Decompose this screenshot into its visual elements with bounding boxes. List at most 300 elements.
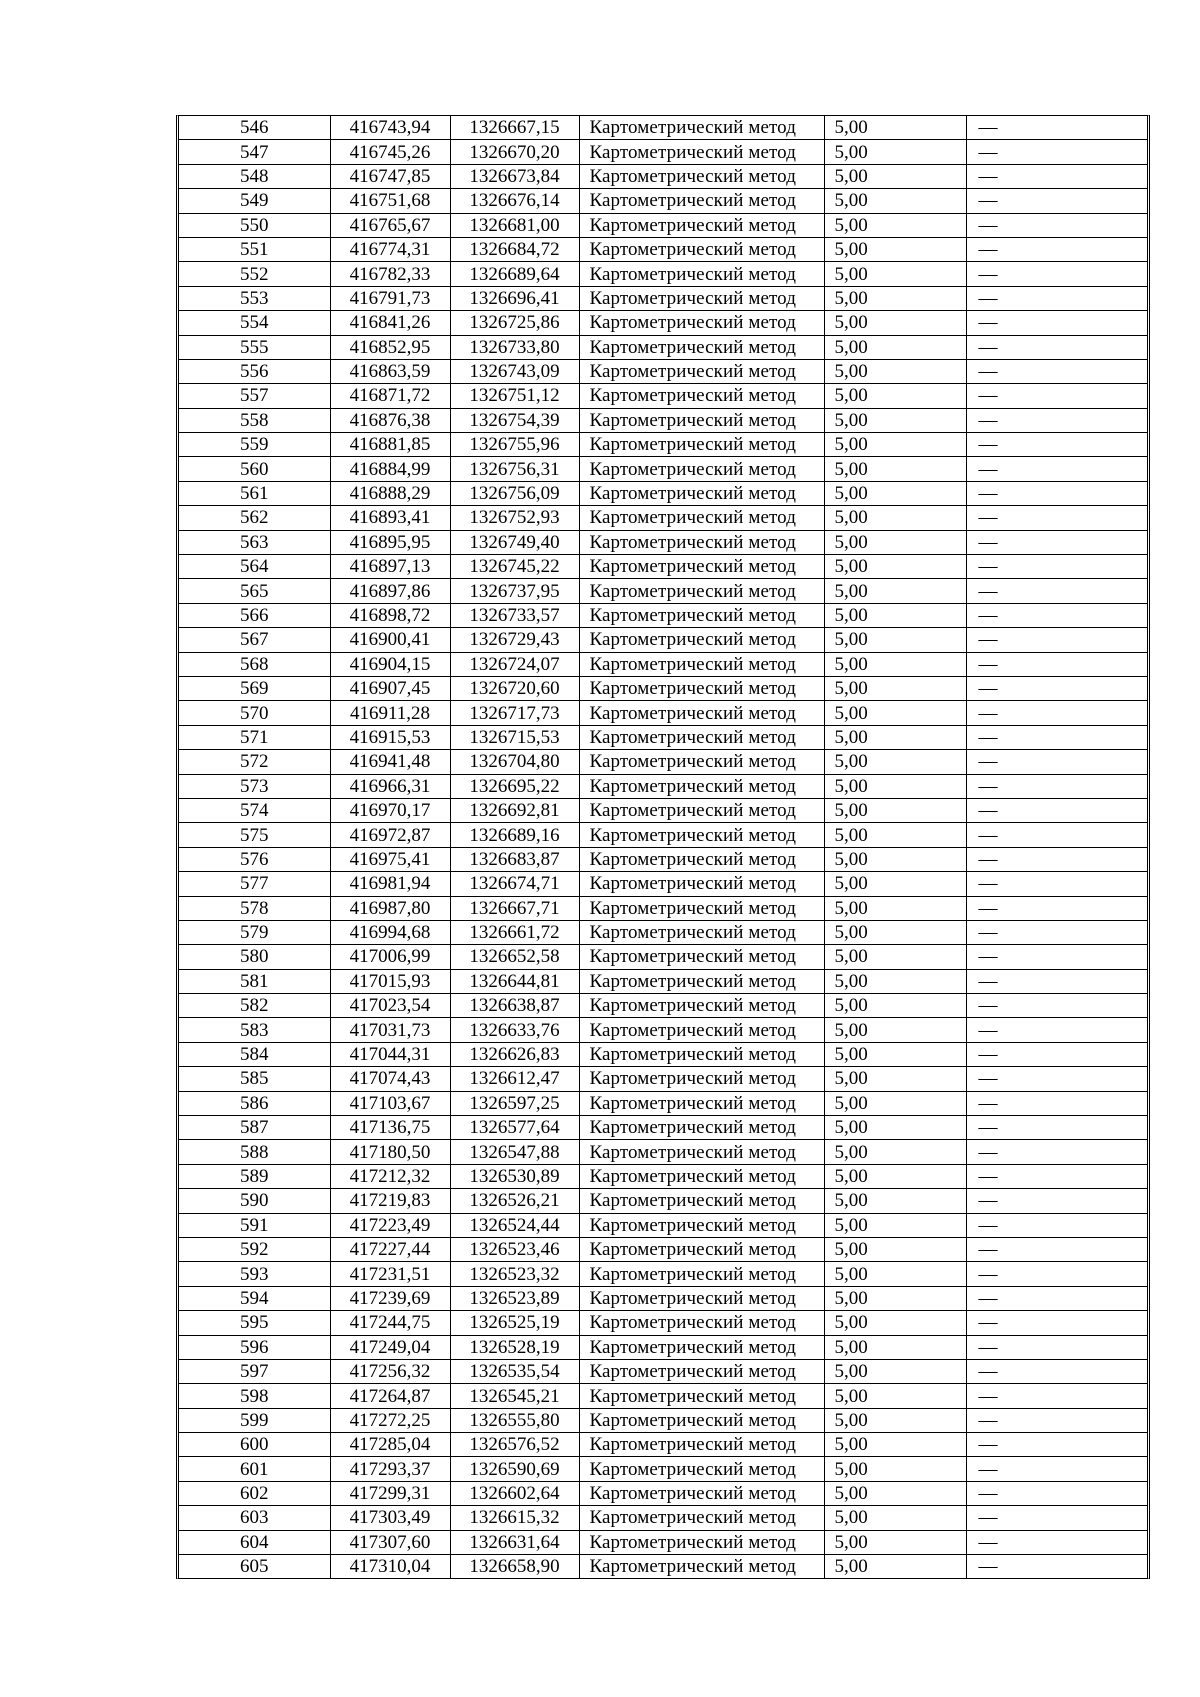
table-row bbox=[179, 335, 1147, 359]
description-cell: — bbox=[966, 969, 1147, 993]
accuracy-cell: 5,00 bbox=[824, 676, 966, 700]
description-cell: — bbox=[966, 701, 1147, 725]
coordinate-y-cell: 1326590,69 bbox=[450, 1457, 579, 1481]
method-cell: Картометрический метод bbox=[579, 530, 824, 554]
table-row bbox=[179, 116, 1147, 140]
table-row bbox=[179, 286, 1147, 310]
table-row bbox=[179, 189, 1147, 213]
table-row bbox=[179, 1311, 1147, 1335]
coordinate-y-cell: 1326717,73 bbox=[450, 701, 579, 725]
point-number-cell: 557 bbox=[179, 384, 330, 408]
description-cell: — bbox=[966, 1213, 1147, 1237]
method-cell: Картометрический метод bbox=[579, 555, 824, 579]
description-cell: — bbox=[966, 1237, 1147, 1261]
method-cell: Картометрический метод bbox=[579, 359, 824, 383]
description-cell: — bbox=[966, 335, 1147, 359]
coordinate-x-cell: 416743,94 bbox=[330, 116, 450, 140]
coordinate-x-cell: 416782,33 bbox=[330, 262, 450, 286]
coordinate-y-cell: 1326661,72 bbox=[450, 920, 579, 944]
point-number-cell: 553 bbox=[179, 286, 330, 310]
method-cell: Картометрический метод bbox=[579, 1286, 824, 1310]
table-row bbox=[179, 896, 1147, 920]
point-number-cell: 603 bbox=[179, 1506, 330, 1530]
coordinate-y-cell: 1326681,00 bbox=[450, 213, 579, 237]
description-cell: — bbox=[966, 1140, 1147, 1164]
coordinate-y-cell: 1326644,81 bbox=[450, 969, 579, 993]
method-cell: Картометрический метод bbox=[579, 823, 824, 847]
coordinate-y-cell: 1326535,54 bbox=[450, 1359, 579, 1383]
point-number-cell: 600 bbox=[179, 1433, 330, 1457]
coordinate-y-cell: 1326667,71 bbox=[450, 896, 579, 920]
accuracy-cell: 5,00 bbox=[824, 920, 966, 944]
table-row bbox=[179, 1140, 1147, 1164]
coordinate-x-cell: 417303,49 bbox=[330, 1506, 450, 1530]
coordinate-x-cell: 416747,85 bbox=[330, 164, 450, 188]
point-number-cell: 599 bbox=[179, 1408, 330, 1432]
coordinate-x-cell: 417212,32 bbox=[330, 1164, 450, 1188]
coordinate-y-cell: 1326676,14 bbox=[450, 189, 579, 213]
accuracy-cell: 5,00 bbox=[824, 1433, 966, 1457]
coordinate-y-cell: 1326523,89 bbox=[450, 1286, 579, 1310]
point-number-cell: 581 bbox=[179, 969, 330, 993]
accuracy-cell: 5,00 bbox=[824, 725, 966, 749]
table-row bbox=[179, 237, 1147, 261]
method-cell: Картометрический метод bbox=[579, 847, 824, 871]
description-cell: — bbox=[966, 164, 1147, 188]
coordinate-x-cell: 416907,45 bbox=[330, 676, 450, 700]
coordinate-y-cell: 1326743,09 bbox=[450, 359, 579, 383]
description-cell: — bbox=[966, 1359, 1147, 1383]
description-cell: — bbox=[966, 506, 1147, 530]
description-cell: — bbox=[966, 384, 1147, 408]
description-cell: — bbox=[966, 1018, 1147, 1042]
method-cell: Картометрический метод bbox=[579, 481, 824, 505]
description-cell: — bbox=[966, 530, 1147, 554]
point-number-cell: 548 bbox=[179, 164, 330, 188]
coordinate-x-cell: 417299,31 bbox=[330, 1481, 450, 1505]
point-number-cell: 602 bbox=[179, 1481, 330, 1505]
coordinate-x-cell: 416981,94 bbox=[330, 872, 450, 896]
method-cell: Картометрический метод bbox=[579, 1555, 824, 1579]
coordinate-x-cell: 416895,95 bbox=[330, 530, 450, 554]
point-number-cell: 586 bbox=[179, 1091, 330, 1115]
table-row bbox=[179, 359, 1147, 383]
accuracy-cell: 5,00 bbox=[824, 603, 966, 627]
coordinate-x-cell: 416900,41 bbox=[330, 628, 450, 652]
point-number-cell: 549 bbox=[179, 189, 330, 213]
coordinate-x-cell: 417264,87 bbox=[330, 1384, 450, 1408]
method-cell: Картометрический метод bbox=[579, 725, 824, 749]
coordinate-x-cell: 416791,73 bbox=[330, 286, 450, 310]
coordinate-x-cell: 417031,73 bbox=[330, 1018, 450, 1042]
point-number-cell: 555 bbox=[179, 335, 330, 359]
point-number-cell: 579 bbox=[179, 920, 330, 944]
table-row bbox=[179, 1335, 1147, 1359]
point-number-cell: 573 bbox=[179, 774, 330, 798]
coordinate-x-cell: 417307,60 bbox=[330, 1530, 450, 1554]
method-cell: Картометрический метод bbox=[579, 1091, 824, 1115]
coordinate-x-cell: 417231,51 bbox=[330, 1262, 450, 1286]
method-cell: Картометрический метод bbox=[579, 1164, 824, 1188]
table-row bbox=[179, 1384, 1147, 1408]
point-number-cell: 560 bbox=[179, 457, 330, 481]
accuracy-cell: 5,00 bbox=[824, 774, 966, 798]
coordinate-y-cell: 1326523,46 bbox=[450, 1237, 579, 1261]
coordinate-y-cell: 1326755,96 bbox=[450, 433, 579, 457]
point-number-cell: 589 bbox=[179, 1164, 330, 1188]
coordinate-x-cell: 416871,72 bbox=[330, 384, 450, 408]
accuracy-cell: 5,00 bbox=[824, 335, 966, 359]
accuracy-cell: 5,00 bbox=[824, 1018, 966, 1042]
method-cell: Картометрический метод bbox=[579, 1311, 824, 1335]
coordinate-x-cell: 416765,67 bbox=[330, 213, 450, 237]
description-cell: — bbox=[966, 945, 1147, 969]
description-cell: — bbox=[966, 1286, 1147, 1310]
accuracy-cell: 5,00 bbox=[824, 1555, 966, 1579]
accuracy-cell: 5,00 bbox=[824, 896, 966, 920]
accuracy-cell: 5,00 bbox=[824, 237, 966, 261]
point-number-cell: 554 bbox=[179, 311, 330, 335]
point-number-cell: 558 bbox=[179, 408, 330, 432]
method-cell: Картометрический метод bbox=[579, 945, 824, 969]
description-cell: — bbox=[966, 189, 1147, 213]
coordinate-y-cell: 1326658,90 bbox=[450, 1555, 579, 1579]
method-cell: Картометрический метод bbox=[579, 603, 824, 627]
description-cell: — bbox=[966, 213, 1147, 237]
coordinate-x-cell: 417249,04 bbox=[330, 1335, 450, 1359]
method-cell: Картометрический метод bbox=[579, 262, 824, 286]
point-number-cell: 582 bbox=[179, 994, 330, 1018]
point-number-cell: 588 bbox=[179, 1140, 330, 1164]
method-cell: Картометрический метод bbox=[579, 896, 824, 920]
point-number-cell: 580 bbox=[179, 945, 330, 969]
method-cell: Картометрический метод bbox=[579, 1530, 824, 1554]
point-number-cell: 590 bbox=[179, 1189, 330, 1213]
description-cell: — bbox=[966, 1384, 1147, 1408]
description-cell: — bbox=[966, 603, 1147, 627]
method-cell: Картометрический метод bbox=[579, 701, 824, 725]
coordinate-y-cell: 1326526,21 bbox=[450, 1189, 579, 1213]
coordinate-y-cell: 1326684,72 bbox=[450, 237, 579, 261]
coordinate-x-cell: 416897,86 bbox=[330, 579, 450, 603]
point-number-cell: 562 bbox=[179, 506, 330, 530]
coordinate-x-cell: 417227,44 bbox=[330, 1237, 450, 1261]
coordinate-x-cell: 416975,41 bbox=[330, 847, 450, 871]
table-row bbox=[179, 408, 1147, 432]
accuracy-cell: 5,00 bbox=[824, 1530, 966, 1554]
accuracy-cell: 5,00 bbox=[824, 1457, 966, 1481]
coordinate-y-cell: 1326737,95 bbox=[450, 579, 579, 603]
point-number-cell: 552 bbox=[179, 262, 330, 286]
accuracy-cell: 5,00 bbox=[824, 506, 966, 530]
method-cell: Картометрический метод bbox=[579, 286, 824, 310]
description-cell: — bbox=[966, 555, 1147, 579]
table-row bbox=[179, 530, 1147, 554]
method-cell: Картометрический метод bbox=[579, 1481, 824, 1505]
table-row bbox=[179, 164, 1147, 188]
point-number-cell: 604 bbox=[179, 1530, 330, 1554]
accuracy-cell: 5,00 bbox=[824, 1067, 966, 1091]
coordinate-y-cell: 1326674,71 bbox=[450, 872, 579, 896]
method-cell: Картометрический метод bbox=[579, 1506, 824, 1530]
method-cell: Картометрический метод bbox=[579, 213, 824, 237]
coordinate-y-cell: 1326752,93 bbox=[450, 506, 579, 530]
accuracy-cell: 5,00 bbox=[824, 433, 966, 457]
table-row bbox=[179, 1164, 1147, 1188]
method-cell: Картометрический метод bbox=[579, 457, 824, 481]
table-row bbox=[179, 798, 1147, 822]
point-number-cell: 577 bbox=[179, 872, 330, 896]
coordinate-x-cell: 417244,75 bbox=[330, 1311, 450, 1335]
coordinate-x-cell: 417103,67 bbox=[330, 1091, 450, 1115]
coordinate-y-cell: 1326745,22 bbox=[450, 555, 579, 579]
method-cell: Картометрический метод bbox=[579, 1262, 824, 1286]
table-row bbox=[179, 1067, 1147, 1091]
accuracy-cell: 5,00 bbox=[824, 628, 966, 652]
point-number-cell: 566 bbox=[179, 603, 330, 627]
accuracy-cell: 5,00 bbox=[824, 1359, 966, 1383]
table-row bbox=[179, 506, 1147, 530]
table-row bbox=[179, 701, 1147, 725]
point-number-cell: 578 bbox=[179, 896, 330, 920]
coordinate-y-cell: 1326652,58 bbox=[450, 945, 579, 969]
table-row bbox=[179, 1457, 1147, 1481]
coordinate-y-cell: 1326597,25 bbox=[450, 1091, 579, 1115]
coordinate-x-cell: 416888,29 bbox=[330, 481, 450, 505]
table-row bbox=[179, 262, 1147, 286]
method-cell: Картометрический метод bbox=[579, 872, 824, 896]
table-row bbox=[179, 920, 1147, 944]
coordinate-x-cell: 417136,75 bbox=[330, 1116, 450, 1140]
coordinates-table-container bbox=[176, 115, 1150, 1579]
method-cell: Картометрический метод bbox=[579, 408, 824, 432]
description-cell: — bbox=[966, 798, 1147, 822]
coordinate-x-cell: 416941,48 bbox=[330, 750, 450, 774]
description-cell: — bbox=[966, 1164, 1147, 1188]
table-row bbox=[179, 433, 1147, 457]
accuracy-cell: 5,00 bbox=[824, 1262, 966, 1286]
description-cell: — bbox=[966, 896, 1147, 920]
accuracy-cell: 5,00 bbox=[824, 1213, 966, 1237]
description-cell: — bbox=[966, 1042, 1147, 1066]
description-cell: — bbox=[966, 359, 1147, 383]
description-cell: — bbox=[966, 1408, 1147, 1432]
coordinate-x-cell: 417310,04 bbox=[330, 1555, 450, 1579]
table-row bbox=[179, 1408, 1147, 1432]
coordinate-y-cell: 1326729,43 bbox=[450, 628, 579, 652]
accuracy-cell: 5,00 bbox=[824, 823, 966, 847]
point-number-cell: 559 bbox=[179, 433, 330, 457]
method-cell: Картометрический метод bbox=[579, 1213, 824, 1237]
table-row bbox=[179, 847, 1147, 871]
table-row bbox=[179, 1091, 1147, 1115]
method-cell: Картометрический метод bbox=[579, 676, 824, 700]
coordinate-x-cell: 416972,87 bbox=[330, 823, 450, 847]
accuracy-cell: 5,00 bbox=[824, 750, 966, 774]
method-cell: Картометрический метод bbox=[579, 1335, 824, 1359]
accuracy-cell: 5,00 bbox=[824, 1384, 966, 1408]
description-cell: — bbox=[966, 725, 1147, 749]
coordinate-y-cell: 1326733,80 bbox=[450, 335, 579, 359]
method-cell: Картометрический метод bbox=[579, 384, 824, 408]
point-number-cell: 595 bbox=[179, 1311, 330, 1335]
coordinate-x-cell: 417219,83 bbox=[330, 1189, 450, 1213]
table-row bbox=[179, 872, 1147, 896]
description-cell: — bbox=[966, 1335, 1147, 1359]
description-cell: — bbox=[966, 237, 1147, 261]
coordinate-x-cell: 416911,28 bbox=[330, 701, 450, 725]
table-row bbox=[179, 1189, 1147, 1213]
point-number-cell: 601 bbox=[179, 1457, 330, 1481]
coordinate-y-cell: 1326545,21 bbox=[450, 1384, 579, 1408]
coordinate-y-cell: 1326523,32 bbox=[450, 1262, 579, 1286]
coordinate-y-cell: 1326547,88 bbox=[450, 1140, 579, 1164]
table-row bbox=[179, 1018, 1147, 1042]
coordinate-y-cell: 1326638,87 bbox=[450, 994, 579, 1018]
method-cell: Картометрический метод bbox=[579, 750, 824, 774]
coordinate-x-cell: 416841,26 bbox=[330, 311, 450, 335]
point-number-cell: 596 bbox=[179, 1335, 330, 1359]
coordinate-x-cell: 417044,31 bbox=[330, 1042, 450, 1066]
table-row bbox=[179, 969, 1147, 993]
coordinate-x-cell: 416881,85 bbox=[330, 433, 450, 457]
accuracy-cell: 5,00 bbox=[824, 555, 966, 579]
method-cell: Картометрический метод bbox=[579, 1457, 824, 1481]
description-cell: — bbox=[966, 652, 1147, 676]
accuracy-cell: 5,00 bbox=[824, 384, 966, 408]
table-row bbox=[179, 457, 1147, 481]
accuracy-cell: 5,00 bbox=[824, 652, 966, 676]
description-cell: — bbox=[966, 457, 1147, 481]
point-number-cell: 547 bbox=[179, 140, 330, 164]
coordinate-y-cell: 1326695,22 bbox=[450, 774, 579, 798]
table-row bbox=[179, 1213, 1147, 1237]
coordinate-y-cell: 1326577,64 bbox=[450, 1116, 579, 1140]
table-row bbox=[179, 384, 1147, 408]
coordinate-x-cell: 417256,32 bbox=[330, 1359, 450, 1383]
coordinate-y-cell: 1326696,41 bbox=[450, 286, 579, 310]
coordinate-y-cell: 1326749,40 bbox=[450, 530, 579, 554]
coordinate-y-cell: 1326525,19 bbox=[450, 1311, 579, 1335]
accuracy-cell: 5,00 bbox=[824, 994, 966, 1018]
accuracy-cell: 5,00 bbox=[824, 969, 966, 993]
coordinate-y-cell: 1326670,20 bbox=[450, 140, 579, 164]
coordinate-x-cell: 417239,69 bbox=[330, 1286, 450, 1310]
description-cell: — bbox=[966, 676, 1147, 700]
method-cell: Картометрический метод bbox=[579, 433, 824, 457]
accuracy-cell: 5,00 bbox=[824, 1091, 966, 1115]
coordinate-y-cell: 1326751,12 bbox=[450, 384, 579, 408]
point-number-cell: 584 bbox=[179, 1042, 330, 1066]
coordinate-x-cell: 416863,59 bbox=[330, 359, 450, 383]
coordinate-x-cell: 416994,68 bbox=[330, 920, 450, 944]
accuracy-cell: 5,00 bbox=[824, 213, 966, 237]
coordinate-y-cell: 1326555,80 bbox=[450, 1408, 579, 1432]
coordinate-x-cell: 417180,50 bbox=[330, 1140, 450, 1164]
description-cell: — bbox=[966, 579, 1147, 603]
description-cell: — bbox=[966, 1481, 1147, 1505]
coordinate-y-cell: 1326733,57 bbox=[450, 603, 579, 627]
coordinate-x-cell: 416987,80 bbox=[330, 896, 450, 920]
description-cell: — bbox=[966, 1433, 1147, 1457]
coordinate-x-cell: 417285,04 bbox=[330, 1433, 450, 1457]
method-cell: Картометрический метод bbox=[579, 164, 824, 188]
coordinate-y-cell: 1326631,64 bbox=[450, 1530, 579, 1554]
point-number-cell: 593 bbox=[179, 1262, 330, 1286]
method-cell: Картометрический метод bbox=[579, 994, 824, 1018]
description-cell: — bbox=[966, 1506, 1147, 1530]
description-cell: — bbox=[966, 823, 1147, 847]
coordinate-y-cell: 1326615,32 bbox=[450, 1506, 579, 1530]
coordinate-x-cell: 416966,31 bbox=[330, 774, 450, 798]
method-cell: Картометрический метод bbox=[579, 1237, 824, 1261]
accuracy-cell: 5,00 bbox=[824, 1506, 966, 1530]
coordinate-y-cell: 1326720,60 bbox=[450, 676, 579, 700]
table-row bbox=[179, 140, 1147, 164]
accuracy-cell: 5,00 bbox=[824, 1481, 966, 1505]
table-row bbox=[179, 311, 1147, 335]
coordinates-table bbox=[179, 116, 1147, 1578]
table-row bbox=[179, 628, 1147, 652]
accuracy-cell: 5,00 bbox=[824, 701, 966, 725]
method-cell: Картометрический метод bbox=[579, 1433, 824, 1457]
coordinate-x-cell: 416915,53 bbox=[330, 725, 450, 749]
accuracy-cell: 5,00 bbox=[824, 116, 966, 140]
table-row bbox=[179, 555, 1147, 579]
point-number-cell: 585 bbox=[179, 1067, 330, 1091]
coordinate-x-cell: 417074,43 bbox=[330, 1067, 450, 1091]
point-number-cell: 556 bbox=[179, 359, 330, 383]
description-cell: — bbox=[966, 847, 1147, 871]
description-cell: — bbox=[966, 481, 1147, 505]
description-cell: — bbox=[966, 628, 1147, 652]
point-number-cell: 592 bbox=[179, 1237, 330, 1261]
method-cell: Картометрический метод bbox=[579, 1140, 824, 1164]
table-row bbox=[179, 1042, 1147, 1066]
table-row bbox=[179, 1286, 1147, 1310]
description-cell: — bbox=[966, 1311, 1147, 1335]
accuracy-cell: 5,00 bbox=[824, 359, 966, 383]
point-number-cell: 576 bbox=[179, 847, 330, 871]
description-cell: — bbox=[966, 920, 1147, 944]
accuracy-cell: 5,00 bbox=[824, 1140, 966, 1164]
point-number-cell: 571 bbox=[179, 725, 330, 749]
coordinate-y-cell: 1326667,15 bbox=[450, 116, 579, 140]
method-cell: Картометрический метод bbox=[579, 335, 824, 359]
accuracy-cell: 5,00 bbox=[824, 481, 966, 505]
table-row bbox=[179, 1506, 1147, 1530]
table-row bbox=[179, 1359, 1147, 1383]
method-cell: Картометрический метод bbox=[579, 579, 824, 603]
point-number-cell: 587 bbox=[179, 1116, 330, 1140]
accuracy-cell: 5,00 bbox=[824, 1408, 966, 1432]
point-number-cell: 570 bbox=[179, 701, 330, 725]
description-cell: — bbox=[966, 774, 1147, 798]
description-cell: — bbox=[966, 1067, 1147, 1091]
coordinate-y-cell: 1326673,84 bbox=[450, 164, 579, 188]
method-cell: Картометрический метод bbox=[579, 1067, 824, 1091]
coordinate-y-cell: 1326756,09 bbox=[450, 481, 579, 505]
table-row bbox=[179, 823, 1147, 847]
accuracy-cell: 5,00 bbox=[824, 408, 966, 432]
description-cell: — bbox=[966, 994, 1147, 1018]
coordinate-x-cell: 417223,49 bbox=[330, 1213, 450, 1237]
coordinate-x-cell: 416876,38 bbox=[330, 408, 450, 432]
accuracy-cell: 5,00 bbox=[824, 286, 966, 310]
table-row bbox=[179, 1237, 1147, 1261]
point-number-cell: 550 bbox=[179, 213, 330, 237]
coordinate-x-cell: 416897,13 bbox=[330, 555, 450, 579]
